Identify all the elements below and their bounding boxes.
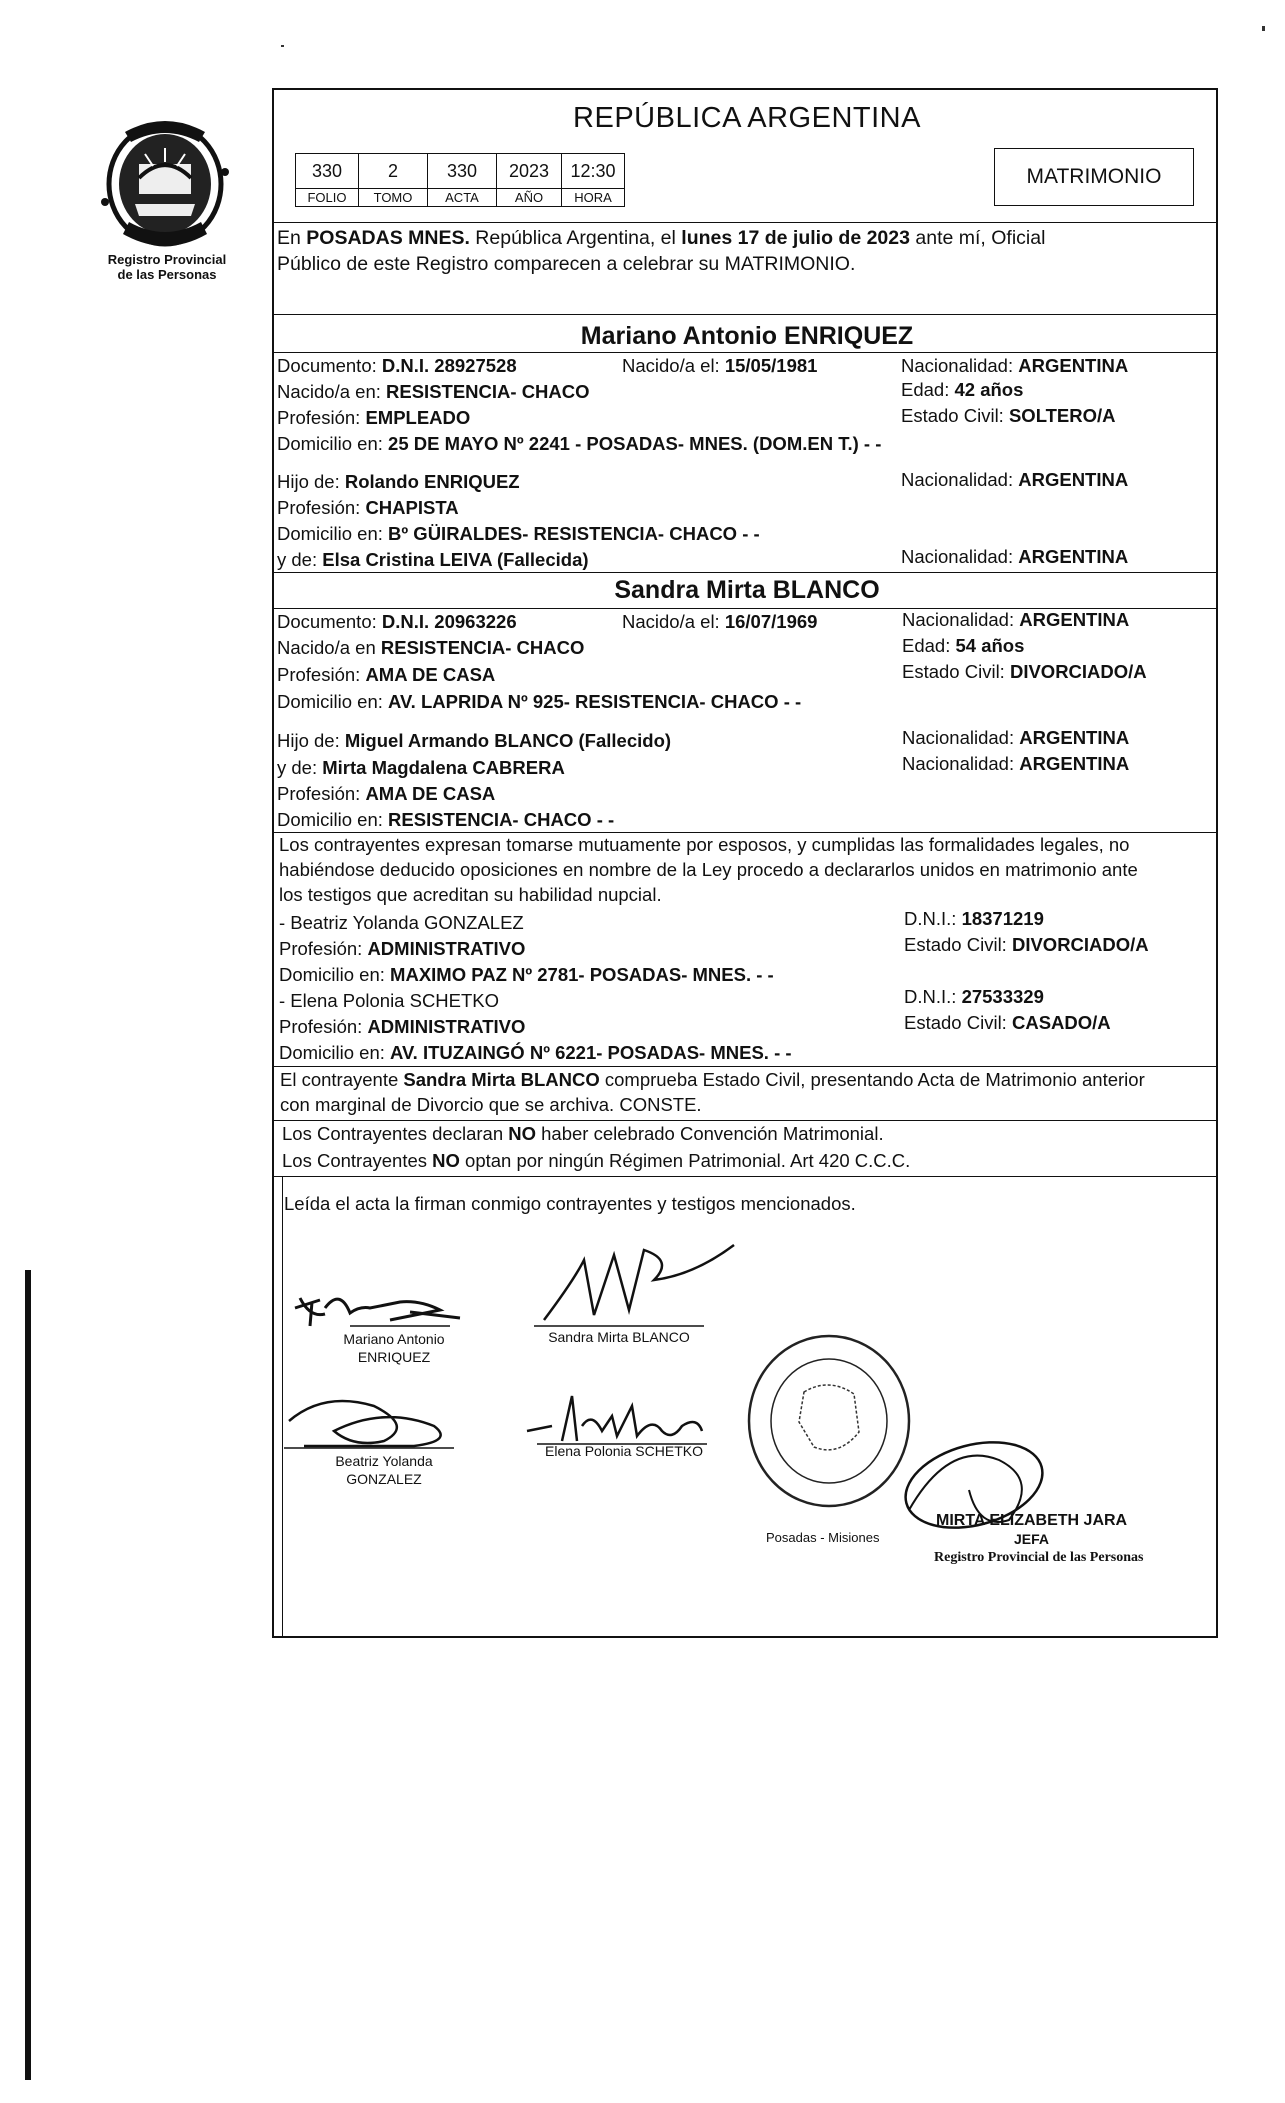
spouse2-father-nationality xyxy=(902,727,1129,749)
value: AV. LAPRIDA Nº 925- RESISTENCIA- CHACO - - xyxy=(388,691,802,712)
witness1-civil-status xyxy=(904,934,1149,956)
record-table xyxy=(295,153,625,207)
signature-label-2: Sandra Mirta BLANCO xyxy=(548,1329,690,1345)
label: Documento: xyxy=(277,355,382,376)
intro-place: POSADAS MNES. xyxy=(306,227,470,249)
label: D.N.I.: xyxy=(904,908,962,929)
label: Estado Civil: xyxy=(904,1012,1012,1033)
value: SOLTERO/A xyxy=(1008,405,1116,426)
label: Estado Civil: xyxy=(902,661,1010,682)
value: ARGENTINA xyxy=(1018,546,1129,567)
signature-label-4: Elena Polonia SCHETKO xyxy=(545,1443,703,1459)
acta-label: ACTA xyxy=(428,189,497,207)
label: Documento: xyxy=(277,611,382,632)
convention-text: haber celebrado Convención Matrimonial. xyxy=(536,1123,884,1144)
value: EMPLEADO xyxy=(365,407,471,428)
spouse1-birthdate xyxy=(622,355,817,377)
label: Hijo de: xyxy=(277,730,345,751)
value: Miguel Armando BLANCO (Fallecido) xyxy=(344,730,672,751)
divider xyxy=(274,222,1216,223)
closing-statement: Leída el acta la firman conmigo contrayentes y testigos mencionados. xyxy=(284,1193,856,1214)
label: Nacionalidad: xyxy=(901,546,1019,567)
record-type-box xyxy=(994,148,1194,206)
spouse2-address xyxy=(277,691,801,713)
value: ARGENTINA xyxy=(1019,609,1130,630)
spouse1-nationality xyxy=(901,355,1128,377)
value: RESISTENCIA- CHACO xyxy=(380,637,585,658)
value: RESISTENCIA- CHACO - - xyxy=(388,809,615,830)
province-coat-of-arms-logo xyxy=(95,112,235,252)
spouse1-name: Mariano Antonio ENRIQUEZ xyxy=(580,322,914,350)
spouse2-document xyxy=(277,611,517,633)
value: 16/07/1969 xyxy=(724,611,818,632)
signature-mariano xyxy=(290,1278,470,1338)
spouse1-document xyxy=(277,355,517,377)
org-name-line2: de las Personas xyxy=(117,267,217,282)
label: Profesión: xyxy=(277,407,366,428)
value: D.N.I. 28927528 xyxy=(381,355,517,376)
witness2-name: - Elena Polonia SCHETKO xyxy=(279,990,500,1011)
label: Nacionalidad: xyxy=(902,727,1020,748)
witness2-profession xyxy=(279,1016,525,1038)
spouse2-birthdate xyxy=(622,611,817,633)
spouse2-birthplace xyxy=(277,637,584,659)
binding-rule xyxy=(25,1270,31,2080)
convention-no: NO xyxy=(508,1123,536,1144)
label: Estado Civil: xyxy=(901,405,1009,426)
value: ADMINISTRATIVO xyxy=(367,1016,526,1037)
spouse1-birthplace xyxy=(277,381,590,403)
spouse1-father xyxy=(277,471,520,493)
signature-label-1 xyxy=(314,1330,474,1366)
value: ARGENTINA xyxy=(1019,753,1130,774)
spouse2-name: Sandra Mirta BLANCO xyxy=(614,576,880,604)
folio-value: 330 xyxy=(296,154,359,189)
value: DIVORCIADO/A xyxy=(1009,661,1147,682)
intro-date: lunes 17 de julio de 2023 xyxy=(681,227,910,249)
witness2-civil-status xyxy=(904,1012,1111,1034)
hour-label: HORA xyxy=(562,189,625,207)
value: AMA DE CASA xyxy=(365,664,496,685)
scan-speck xyxy=(281,45,284,47)
value: ADMINISTRATIVO xyxy=(367,938,526,959)
hour-value: 12:30 xyxy=(562,154,625,189)
value: 15/05/1981 xyxy=(724,355,818,376)
label: Nacido/a en: xyxy=(277,381,387,402)
divider xyxy=(274,352,1216,353)
declaration-line3: los testigos que acreditan su habilidad nupcial. xyxy=(279,884,662,905)
signature-label-line: ENRIQUEZ xyxy=(357,1349,431,1365)
witness1-dni xyxy=(904,908,1044,930)
tomo-label: TOMO xyxy=(359,189,428,207)
value: MAXIMO PAZ Nº 2781- POSADAS- MNES. - - xyxy=(390,964,774,985)
label: y de: xyxy=(277,757,323,778)
value: Bº GÜIRALDES- RESISTENCIA- CHACO - - xyxy=(388,523,760,544)
country-title: REPÚBLICA ARGENTINA xyxy=(573,102,921,134)
signature-label-line: GONZALEZ xyxy=(346,1471,422,1487)
label: Edad: xyxy=(902,635,956,656)
declaration-line2: habiéndose deducido oposiciones en nombre de la Ley procedo a declararlos unidos en matrimonio ante xyxy=(279,859,1138,880)
value: Rolando ENRIQUEZ xyxy=(344,471,520,492)
certificate-frame xyxy=(272,88,1218,1638)
convention-line1 xyxy=(282,1123,884,1145)
note-line1 xyxy=(280,1069,1145,1091)
declaration-line1: Los contrayentes expresan tomarse mutuamente por esposos, y cumplidas las formalidades legales, no xyxy=(279,834,1130,855)
org-name-line1: Registro Provincial xyxy=(107,252,227,267)
convention-line2 xyxy=(282,1150,910,1172)
spouse2-mother-address xyxy=(277,809,614,831)
officer-org: Registro Provincial de las Personas xyxy=(934,1550,1144,1565)
value: 27533329 xyxy=(961,986,1044,1007)
spouse1-father-nationality xyxy=(901,469,1128,491)
convention-no: NO xyxy=(432,1150,460,1171)
label: Profesión: xyxy=(277,664,366,685)
witness2-dni xyxy=(904,986,1044,1008)
spouse2-civil-status xyxy=(902,661,1147,683)
convention-text: Los Contrayentes declaran xyxy=(282,1123,509,1144)
divider xyxy=(274,832,1216,833)
value: AMA DE CASA xyxy=(365,783,496,804)
label: Edad: xyxy=(901,379,955,400)
divider xyxy=(274,1120,1216,1121)
spouse2-nationality xyxy=(902,609,1129,631)
spouse1-father-address xyxy=(277,523,760,545)
note-line2: con marginal de Divorcio que se archiva. CONSTE. xyxy=(280,1094,702,1115)
value: 18371219 xyxy=(961,908,1044,929)
officer-title: JEFA xyxy=(1014,1531,1050,1547)
label: Domicilio en: xyxy=(277,433,389,454)
value: ARGENTINA xyxy=(1018,355,1129,376)
inner-left-border xyxy=(282,1176,283,1636)
spouse2-age xyxy=(902,635,1024,657)
note-text: El contrayente xyxy=(280,1069,404,1090)
signature-label-line: Mariano Antonio xyxy=(343,1331,445,1347)
convention-text: Los Contrayentes xyxy=(282,1150,433,1171)
label: D.N.I.: xyxy=(904,986,962,1007)
officer-name: MIRTA ELIZABETH JARA xyxy=(936,1512,1128,1529)
scan-speck xyxy=(1262,26,1265,31)
value: Mirta Magdalena CABRERA xyxy=(322,757,565,778)
signature-label-3 xyxy=(304,1452,464,1488)
signature-sandra xyxy=(534,1240,744,1330)
value: ARGENTINA xyxy=(1018,469,1129,490)
intro-line2: Público de este Registro comparecen a celebrar su MATRIMONIO. xyxy=(277,253,856,275)
acta-value: 330 xyxy=(428,154,497,189)
signature-label-line: Beatriz Yolanda xyxy=(335,1453,433,1469)
value: D.N.I. 20963226 xyxy=(381,611,517,632)
value: ARGENTINA xyxy=(1019,727,1130,748)
label: Nacionalidad: xyxy=(901,469,1019,490)
tomo-value: 2 xyxy=(359,154,428,189)
spouse2-mother xyxy=(277,757,565,779)
label: Nacido/a el: xyxy=(622,355,725,376)
intro-text: ante mí, Oficial xyxy=(909,227,1046,249)
intro-text: República Argentina, el xyxy=(469,227,682,249)
witness1-address xyxy=(279,964,774,986)
label: Estado Civil: xyxy=(904,934,1012,955)
spouse2-profession xyxy=(277,664,495,686)
stamp-city: Posadas - Misiones xyxy=(766,1530,880,1545)
spouse1-age xyxy=(901,379,1023,401)
note-name: Sandra Mirta BLANCO xyxy=(403,1069,600,1090)
spouse2-mother-profession xyxy=(277,783,495,805)
witness1-profession xyxy=(279,938,525,960)
org-name xyxy=(82,252,252,282)
value: 42 años xyxy=(954,379,1024,400)
label: Profesión: xyxy=(279,938,368,959)
label: Nacionalidad: xyxy=(902,609,1020,630)
intro-text: En xyxy=(277,227,307,249)
label: Profesión: xyxy=(277,783,366,804)
label: Profesión: xyxy=(277,497,366,518)
year-value: 2023 xyxy=(497,154,562,189)
label: Hijo de: xyxy=(277,471,345,492)
intro-line1 xyxy=(277,227,1045,249)
divider xyxy=(274,572,1216,573)
value: 54 años xyxy=(955,635,1025,656)
spouse1-civil-status xyxy=(901,405,1116,427)
label: y de: xyxy=(277,549,323,570)
spouse1-mother xyxy=(277,549,589,571)
convention-text: optan por ningún Régimen Patrimonial. Art 420 C.C.C. xyxy=(459,1150,911,1171)
label: Domicilio en: xyxy=(277,523,389,544)
spouse1-profession xyxy=(277,407,470,429)
value: RESISTENCIA- CHACO xyxy=(386,381,590,402)
value: DIVORCIADO/A xyxy=(1011,934,1149,955)
witness2-address xyxy=(279,1042,792,1064)
spouse1-address xyxy=(277,433,881,455)
label: Domicilio en: xyxy=(277,691,389,712)
value: 25 DE MAYO Nº 2241 - POSADAS- MNES. (DOM.EN T.) - - xyxy=(388,433,882,454)
value: Elsa Cristina LEIVA (Fallecida) xyxy=(322,549,589,570)
label: Nacionalidad: xyxy=(902,753,1020,774)
label: Nacido/a en xyxy=(277,637,381,658)
divider xyxy=(274,1066,1216,1067)
spouse2-mother-nationality xyxy=(902,753,1129,775)
label: Profesión: xyxy=(279,1016,368,1037)
signature-beatriz xyxy=(284,1386,474,1456)
label: Nacionalidad: xyxy=(901,355,1019,376)
label: Domicilio en: xyxy=(279,964,391,985)
year-label: AÑO xyxy=(497,189,562,207)
witness1-name: - Beatriz Yolanda GONZALEZ xyxy=(279,912,524,933)
spouse1-father-profession xyxy=(277,497,459,519)
divider xyxy=(274,314,1216,315)
signature-elena xyxy=(522,1386,742,1448)
value: AV. ITUZAINGÓ Nº 6221- POSADAS- MNES. - - xyxy=(390,1042,792,1063)
spouse1-mother-nationality xyxy=(901,546,1128,568)
record-type: MATRIMONIO xyxy=(1026,165,1162,188)
note-text: comprueba Estado Civil, presentando Acta de Matrimonio anterior xyxy=(599,1069,1145,1090)
divider xyxy=(274,1176,1216,1177)
label: Nacido/a el: xyxy=(622,611,725,632)
folio-label: FOLIO xyxy=(296,189,359,207)
label: Domicilio en: xyxy=(279,1042,391,1063)
spouse2-father xyxy=(277,730,671,752)
label: Domicilio en: xyxy=(277,809,389,830)
value: CHAPISTA xyxy=(365,497,459,518)
value: CASADO/A xyxy=(1011,1012,1111,1033)
